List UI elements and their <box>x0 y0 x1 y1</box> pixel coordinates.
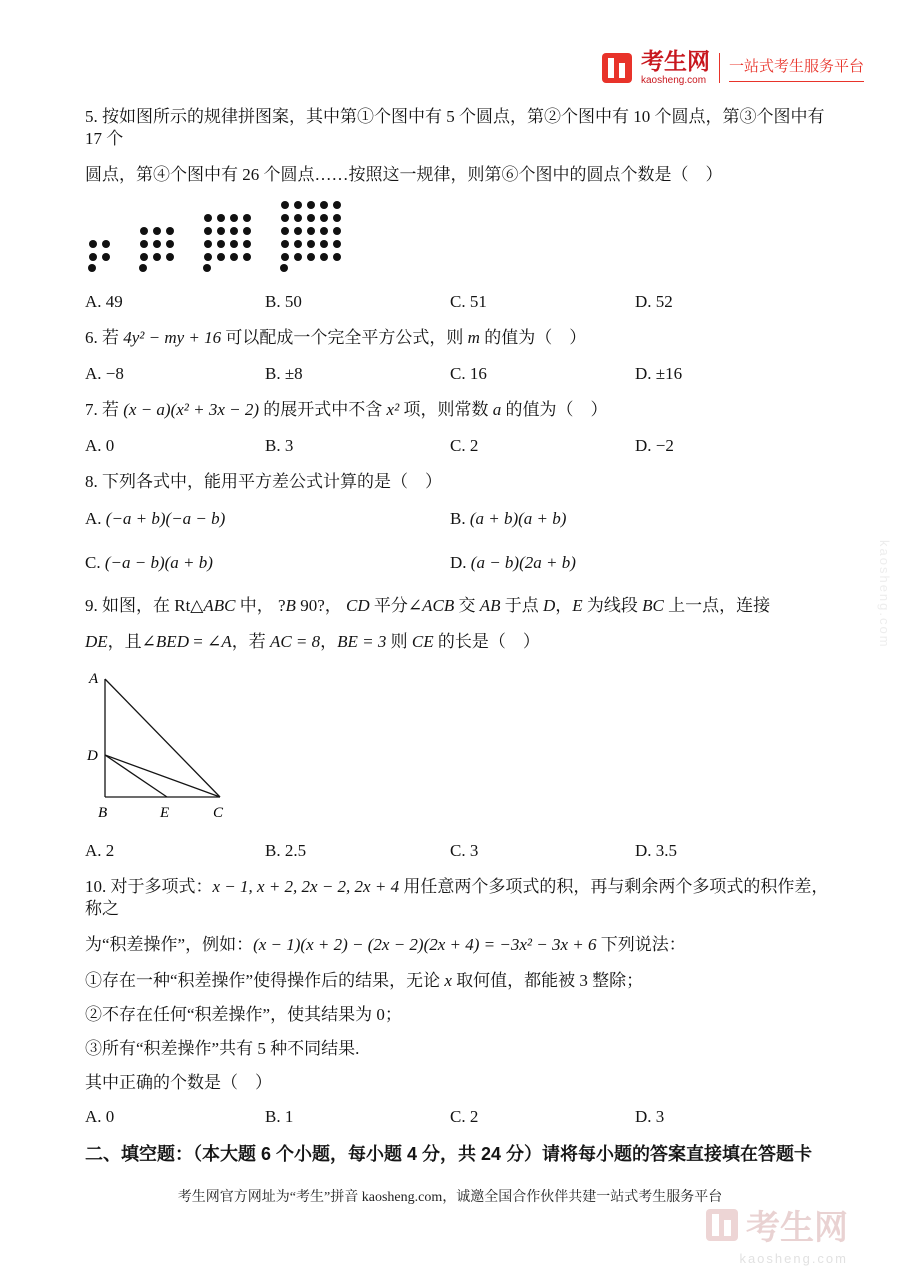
question-10-options <box>85 1106 845 1128</box>
text-segment: x − 1, x + 2, 2x − 2, 2x + 4 <box>212 877 400 896</box>
option-a: A. 0 <box>85 1107 115 1126</box>
brand-domain: kaosheng.com <box>640 75 707 86</box>
option-a: A. 0 <box>85 436 115 455</box>
question-9-line-1 <box>85 595 845 617</box>
text-segment: ，若 <box>231 632 270 651</box>
text-segment: (a + b)(a + b) <box>469 509 567 528</box>
option-c: C. 3 <box>450 841 479 860</box>
dot-figure-1 <box>87 239 112 275</box>
brand-tagline: 一站式考生服务平台 <box>729 55 864 82</box>
text-segment: (−a − b)(a + b) <box>104 553 213 572</box>
option-a: A. 49 <box>85 292 123 311</box>
option-b: B. 2.5 <box>265 841 307 860</box>
triangle-figure <box>85 667 255 825</box>
vertex-label-d: D <box>87 748 98 764</box>
text-segment: 下列说法： <box>596 935 686 954</box>
watermark-brand-name: 考生网 <box>746 1209 848 1247</box>
option-d: D. 3 <box>635 1107 665 1126</box>
bottom-watermark <box>706 1200 848 1266</box>
text-segment: ， <box>555 596 573 615</box>
text-segment: B. <box>450 509 470 528</box>
text-segment: a <box>492 400 502 419</box>
question-6-options <box>85 363 845 385</box>
text-segment: 交 <box>454 596 480 615</box>
text-segment: ， <box>320 632 338 651</box>
footer-text: 考生网官方网址为“考生”拼音 kaosheng.com，诚邀全国合作伙伴共建一站式考生服务平台 <box>177 1190 723 1205</box>
text-segment: B <box>285 596 296 615</box>
option-b <box>450 507 845 531</box>
brand-block <box>641 50 710 86</box>
watermark-row <box>706 1200 848 1249</box>
question-5-options <box>85 291 845 313</box>
exam-content <box>85 106 845 1166</box>
text-segment: 取何值，都能被 3 整除； <box>451 971 644 990</box>
text-segment: E <box>572 596 583 615</box>
question-10-item-1 <box>85 970 845 992</box>
question-10-line-2 <box>85 934 845 956</box>
text-segment: BC <box>642 596 664 615</box>
option-c: C. 16 <box>450 364 487 383</box>
question-8-options-row-1 <box>85 507 845 531</box>
option-d: D. 52 <box>635 292 673 311</box>
text-segment: 的长是（ ） <box>433 632 540 651</box>
text-segment: 的值为（ ） <box>501 400 608 419</box>
question-10-item-3: ③所有“积差操作”共有 5 种不同结果. <box>85 1039 360 1058</box>
vertex-label-b: B <box>98 805 108 821</box>
question-7-stem <box>85 399 845 421</box>
dot-figure-2 <box>138 226 176 275</box>
brand-name: 考生网 <box>640 48 710 74</box>
question-6-stem <box>85 327 845 349</box>
dot-figures <box>87 200 845 275</box>
text-segment: 的值为（ ） <box>479 328 587 347</box>
text-segment: 7. 若 <box>85 400 124 419</box>
watermark-domain: kaosheng.com <box>739 1251 848 1266</box>
watermark-brand-icon <box>706 1209 738 1241</box>
text-segment: 于点 <box>500 596 543 615</box>
option-d: D. ±16 <box>635 364 683 383</box>
option-c: C. 2 <box>450 1107 479 1126</box>
brand-icon <box>602 53 632 83</box>
question-10-line-1 <box>85 876 845 920</box>
text-segment: 中， ? <box>235 596 286 615</box>
text-segment: x <box>444 971 452 990</box>
option-d: D. −2 <box>635 436 674 455</box>
text-segment: A <box>221 632 232 651</box>
text-segment: = ∠ <box>188 632 222 651</box>
text-segment: AB <box>479 596 501 615</box>
question-8-stem: 8. 下列各式中，能用平方差公式计算的是（ ） <box>85 472 442 491</box>
dot-figure-3 <box>202 213 253 275</box>
text-segment: 4y² − my + 16 <box>123 328 222 347</box>
text-segment: ①存在一种“积差操作”使得操作后的结果，无论 <box>85 971 445 990</box>
logo-divider <box>719 53 720 83</box>
text-segment: CD <box>345 596 370 615</box>
section-2-title: 二、填空题：（本大题 6 个小题，每小题 4 分，共 24 分）请将每小题的答案直接填在答题卡 <box>85 1144 813 1164</box>
option-c: C. 51 <box>450 292 487 311</box>
question-9-options <box>85 840 845 862</box>
text-segment: (−a + b)(−a − b) <box>105 509 226 528</box>
text-segment: BED <box>155 632 189 651</box>
text-segment: (x − 1)(x + 2) − (2x − 2)(2x + 4) = −3x² − 3x + 6 <box>253 935 597 954</box>
option-b: B. 3 <box>265 436 294 455</box>
text-segment: (x − a)(x² + 3x − 2) <box>123 400 260 419</box>
option-d: D. 3.5 <box>635 841 678 860</box>
option-b: B. ±8 <box>265 364 303 383</box>
text-segment: 9. 如图，在 Rt△ <box>85 596 204 615</box>
text-segment: 的展开式中不含 <box>259 400 387 419</box>
text-segment: ABC <box>203 596 236 615</box>
text-segment: 项，则常数 <box>399 400 493 419</box>
text-segment: BE = 3 <box>337 632 387 651</box>
side-watermark: kaosheng.com <box>877 540 892 649</box>
question-7-options <box>85 435 845 457</box>
vertex-label-e: E <box>160 805 170 821</box>
site-logo <box>602 50 864 86</box>
text-segment: 上一点，连接 <box>663 596 771 615</box>
text-segment: D. <box>450 553 471 572</box>
text-segment: 为“积差操作”，例如： <box>85 935 254 954</box>
option-a <box>85 507 450 531</box>
text-segment: 6. 若 <box>85 328 124 347</box>
option-b: B. 50 <box>265 292 302 311</box>
question-9-line-2 <box>85 631 845 653</box>
text-segment: A. <box>85 509 106 528</box>
dot-figure-4 <box>279 200 343 275</box>
option-c <box>85 551 450 575</box>
text-segment: 10. 对于多项式： <box>85 877 213 896</box>
text-segment: m <box>467 328 480 347</box>
option-b: B. 1 <box>265 1107 294 1126</box>
text-segment: C. <box>85 553 105 572</box>
text-segment: AC = 8 <box>269 632 321 651</box>
option-d <box>450 551 845 575</box>
option-a: A. 2 <box>85 841 115 860</box>
option-c: C. 2 <box>450 436 479 455</box>
text-segment: 平分∠ <box>369 596 423 615</box>
option-a: A. −8 <box>85 364 124 383</box>
text-segment: DE <box>85 632 108 651</box>
triangle-figure-wrap <box>85 667 845 830</box>
text-segment: x² <box>386 400 400 419</box>
text-segment: ，且∠ <box>107 632 156 651</box>
question-5-line-1: 5. 按如图所示的规律拼图案，其中第①个图中有 5 个圆点，第②个图中有 10 个圆点，第③个图中有 17 个 <box>85 107 825 148</box>
text-segment: 为线段 <box>582 596 643 615</box>
text-segment: 可以配成一个完全平方公式，则 <box>221 328 468 347</box>
question-5-line-2: 圆点，第④个图中有 26 个圆点……按照这一规律，则第⑥个图中的圆点个数是（ ） <box>85 165 723 184</box>
text-segment: 90?， <box>295 596 346 615</box>
vertex-label-a: A <box>89 671 99 687</box>
question-8-options-row-2 <box>85 551 845 575</box>
text-segment: 用任意两个多项式的积，再与剩余两个多项式的积作差，称之 <box>85 877 829 918</box>
text-segment: (a − b)(2a + b) <box>470 553 576 572</box>
text-segment: ACB <box>422 596 455 615</box>
vertex-label-c: C <box>213 805 224 821</box>
text-segment: D <box>543 596 556 615</box>
text-segment: CE <box>411 632 434 651</box>
text-segment: 则 <box>386 632 412 651</box>
question-10-item-2: ②不存在任何“积差操作”，使其结果为 0； <box>85 1005 402 1024</box>
question-10-closing: 其中正确的个数是（ ） <box>85 1073 272 1092</box>
